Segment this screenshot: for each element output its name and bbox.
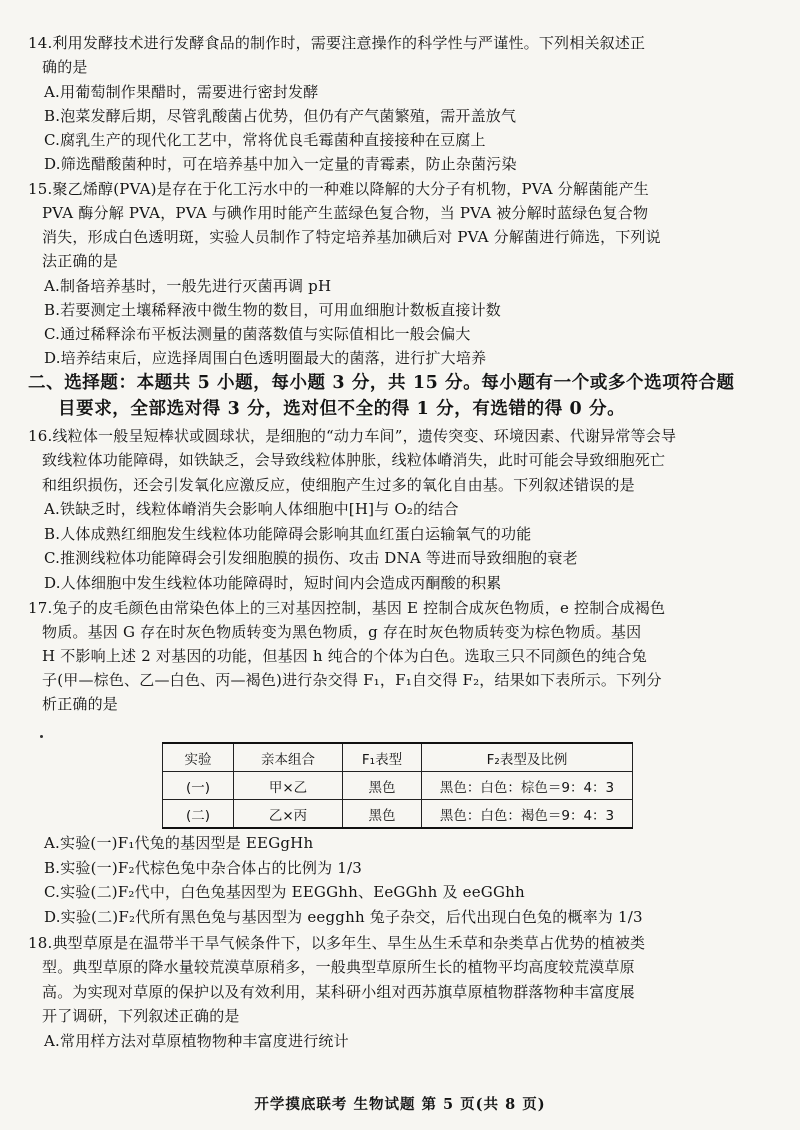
q16-option-b: B.人体成熟红细胞发生线粒体功能障碍会影响其血红蛋白运输氧气的功能 (44, 525, 532, 543)
q16-stem-line-2: 致线粒体功能障碍，如铁缺乏，会导致线粒体肿胀，线粒体嵴消失，此时可能会导致细胞死亡 (42, 451, 666, 469)
table-header-cell: 亲本组合 (234, 743, 343, 772)
q18-stem-line-3: 高。为实现对草原的保护以及有效利用，某科研小组对西苏旗草原植物群落物种丰富度展 (42, 983, 635, 1001)
q15-option-d: D.培养结束后，应选择周围白色透明圈最大的菌落，进行扩大培养 (44, 349, 487, 367)
q17-option-d: D.实验(二)F₂代所有黑色兔与基因型为 eegghh 兔子杂交，后代出现白色兔的概率为 1/3 (44, 908, 643, 926)
q16-option-c: C.推测线粒体功能障碍会引发细胞膜的损伤、攻击 DNA 等进而导致细胞的衰老 (44, 549, 578, 567)
q17-option-a: A.实验(一)F₁代兔的基因型是 EEGgHh (44, 834, 314, 852)
q18-stem-line-1: 18.典型草原是在温带半干旱气候条件下，以多年生、旱生丛生禾草和杂类草占优势的植被类 (28, 934, 646, 952)
table-cell: 黑色 (343, 772, 422, 800)
q14-option-b: B.泡菜发酵后期，尽管乳酸菌占优势，但仍有产气菌繁殖，需开盖放气 (44, 107, 517, 125)
table-header-cell: 实验 (163, 743, 234, 772)
q14-option-a: A.用葡萄制作果醋时，需要进行密封发酵 (44, 83, 319, 101)
q18-option-a: A.常用样方法对草原植物物种丰富度进行统计 (44, 1032, 349, 1050)
q17-stem-line-1: 17.兔子的皮毛颜色由常染色体上的三对基因控制，基因 E 控制合成灰色物质，e 控制合成褐色 (28, 599, 666, 617)
q17-stem-line-2: 物质。基因 G 存在时灰色物质转变为黑色物质，g 存在时灰色物质转变为棕色物质。基因 (42, 623, 642, 641)
table-row (163, 800, 633, 829)
q15-stem-line-4: 法正确的是 (42, 252, 119, 270)
table-header-row (163, 743, 633, 772)
scan-speck (40, 735, 43, 738)
table-header-cell: F₁表型 (343, 743, 422, 772)
q15-option-a: A.制备培养基时，一般先进行灭菌再调 pH (44, 277, 332, 295)
q17-results-table (162, 742, 633, 829)
q17-stem-line-3: H 不影响上述 2 对基因的功能，但基因 h 纯合的个体为白色。选取三只不同颜色的纯合兔 (42, 647, 647, 665)
table-row (163, 772, 633, 800)
table-cell: 黑色：白色：棕色＝9：4：3 (422, 772, 633, 800)
table-cell: 甲×乙 (234, 772, 343, 800)
table-cell: (一) (163, 772, 234, 800)
q16-stem-line-3: 和组织损伤，还会引发氧化应激反应，使细胞产生过多的氧化自由基。下列叙述错误的是 (42, 476, 635, 494)
table-cell: 乙×丙 (234, 800, 343, 829)
q14-stem-line-1: 14.利用发酵技术进行发酵食品的制作时，需要注意操作的科学性与严谨性。下列相关叙述正 (28, 34, 646, 52)
q17-stem-line-5: 析正确的是 (42, 695, 119, 713)
q14-option-c: C.腐乳生产的现代化工艺中，常将优良毛霉菌种直接接种在豆腐上 (44, 131, 486, 149)
table-cell: 黑色 (343, 800, 422, 829)
q15-stem-line-3: 消失，形成白色透明斑，实验人员制作了特定培养基加碘后对 PVA 分解菌进行筛选，下列说 (42, 228, 661, 246)
section2-header-line-1: 二、选择题：本题共 5 小题，每小题 3 分，共 15 分。每小题有一个或多个选项符合题 (28, 373, 735, 393)
section2-header-line-2: 目要求，全部选对得 3 分，选对但不全的得 1 分，有选错的得 0 分。 (58, 399, 626, 419)
q16-stem-line-1: 16.线粒体一般呈短棒状或圆球状，是细胞的“动力车间”，遗传突变、环境因素、代谢异常等会导 (28, 427, 677, 445)
q17-stem-line-4: 子(甲—棕色、乙—白色、丙—褐色)进行杂交得 F₁，F₁自交得 F₂，结果如下表所示。下列分 (42, 671, 662, 689)
q15-stem-line-2: PVA 酶分解 PVA，PVA 与碘作用时能产生蓝绿色复合物，当 PVA 被分解时蓝绿色复合物 (42, 204, 649, 222)
table-cell: 黑色：白色：褐色＝9：4：3 (422, 800, 633, 829)
q17-option-c: C.实验(二)F₂代中，白色兔基因型为 EEGGhh、EeGGhh 及 eeGGhh (44, 883, 525, 901)
q17-option-b: B.实验(一)F₂代棕色兔中杂合体占的比例为 1/3 (44, 859, 363, 877)
q15-option-b: B.若要测定土壤稀释液中微生物的数目，可用血细胞计数板直接计数 (44, 301, 501, 319)
page-footer: 开学摸底联考 生物试题 第 5 页(共 8 页) (254, 1096, 546, 1113)
q14-stem-line-2: 确的是 (42, 58, 88, 76)
q18-stem-line-4: 开了调研，下列叙述正确的是 (42, 1007, 240, 1025)
q16-option-a: A.铁缺乏时，线粒体嵴消失会影响人体细胞中[H]与 O₂的结合 (44, 500, 459, 518)
q14-option-d: D.筛选醋酸菌种时，可在培养基中加入一定量的青霉素，防止杂菌污染 (44, 155, 517, 173)
q15-option-c: C.通过稀释涂布平板法测量的菌落数值与实际值相比一般会偏大 (44, 325, 471, 343)
table-cell: (二) (163, 800, 234, 829)
q16-option-d: D.人体细胞中发生线粒体功能障碍时，短时间内会造成丙酮酸的积累 (44, 574, 502, 592)
q15-stem-line-1: 15.聚乙烯醇(PVA)是存在于化工污水中的一种难以降解的大分子有机物，PVA 分解菌能产生 (28, 180, 650, 198)
table-header-cell: F₂表型及比例 (422, 743, 633, 772)
q18-stem-line-2: 型。典型草原的降水量较荒漠草原稍多，一般典型草原所生长的植物平均高度较荒漠草原 (42, 958, 635, 976)
